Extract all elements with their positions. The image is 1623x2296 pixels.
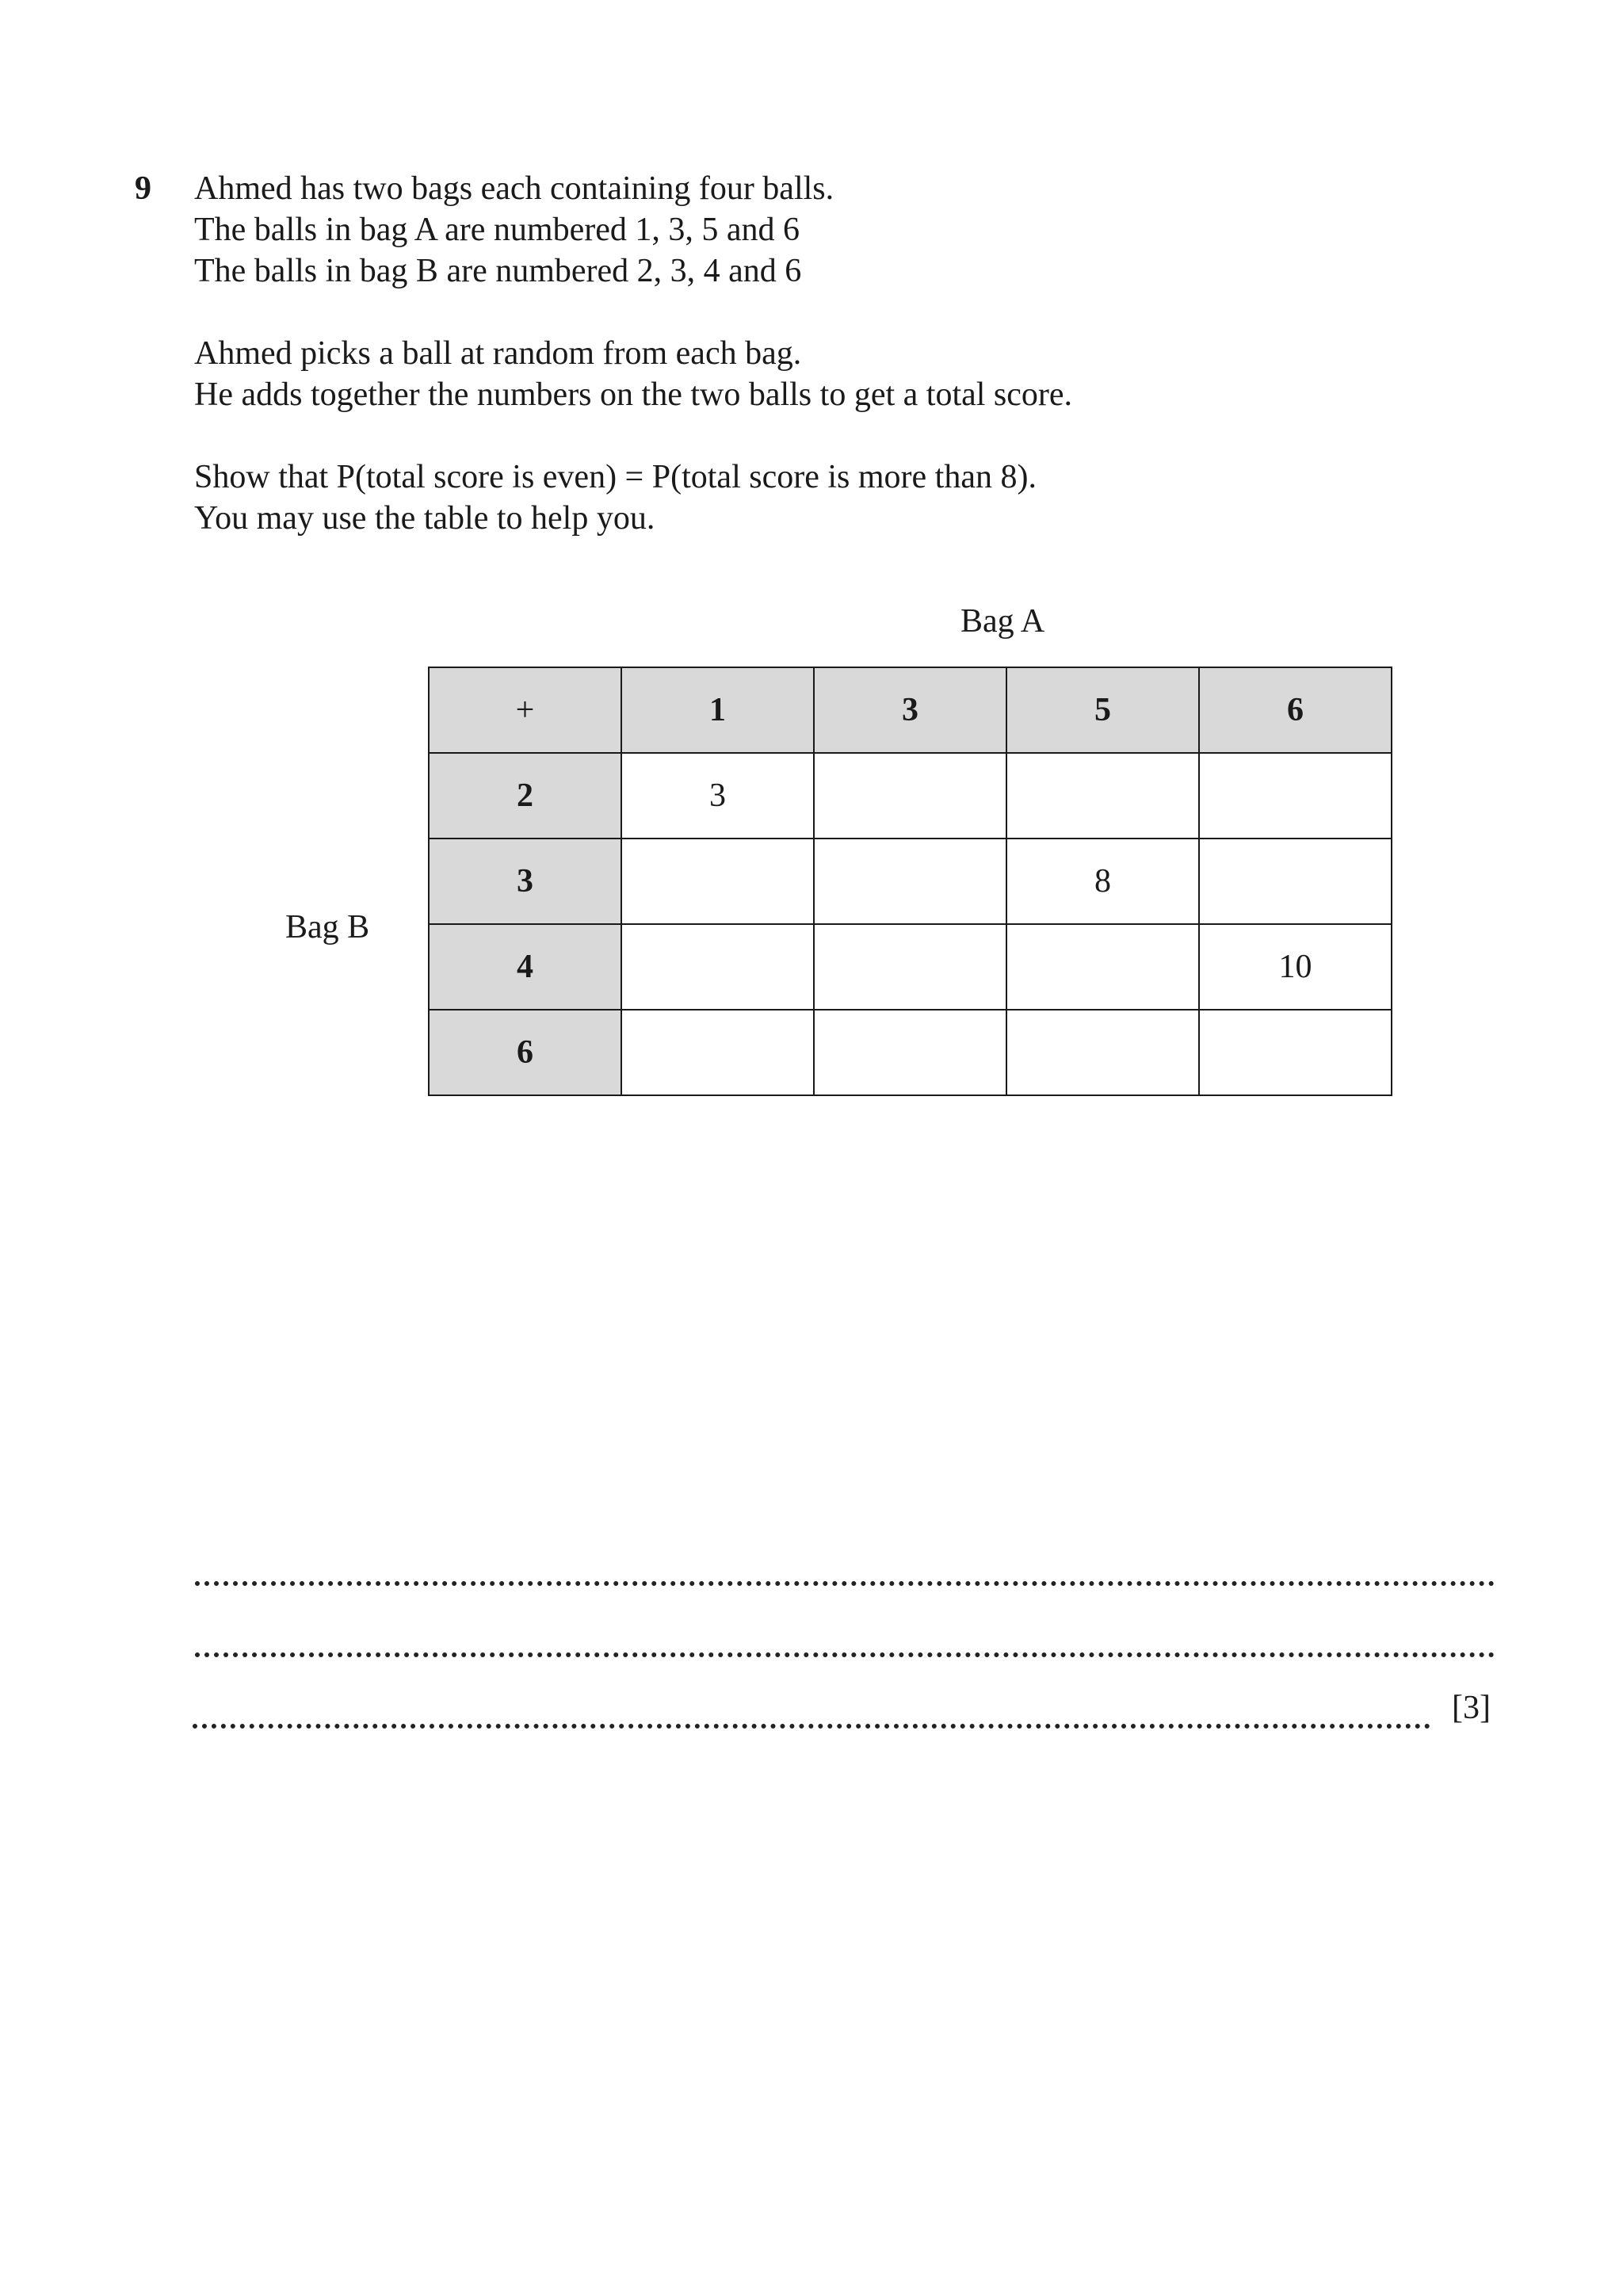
bag-b-header-cell: 4 [429, 924, 621, 1010]
bag-a-header-cell: 5 [1006, 667, 1199, 753]
question-paragraph-1 [194, 168, 834, 292]
question-line: Ahmed picks a ball at random from each bag. [194, 335, 802, 372]
table-cell[interactable] [1006, 753, 1199, 839]
table-row [429, 924, 1392, 1010]
table-cell[interactable] [621, 924, 814, 1010]
corner-cell: + [429, 667, 621, 753]
bag-a-header-cell: 6 [1199, 667, 1392, 753]
table-cell[interactable] [1006, 924, 1199, 1010]
bag-a-label: Bag A [960, 603, 1045, 640]
table-cell[interactable] [814, 1010, 1006, 1095]
table-cell[interactable]: 10 [1199, 924, 1392, 1010]
table-cell[interactable] [814, 924, 1006, 1010]
table-cell[interactable]: 3 [621, 753, 814, 839]
table-row [429, 753, 1392, 839]
question-paragraph-2 [194, 333, 1072, 415]
bag-b-label: Bag B [285, 909, 370, 946]
table-cell[interactable] [1199, 753, 1392, 839]
marks-label: [3] [1452, 1690, 1491, 1726]
table-cell[interactable] [814, 753, 1006, 839]
question-line: The balls in bag B are numbered 2, 3, 4 and 6 [194, 253, 802, 289]
answer-line[interactable] [195, 1652, 1495, 1657]
bag-b-header-cell: 6 [429, 1010, 621, 1095]
bag-b-header-cell: 2 [429, 753, 621, 839]
bag-a-header-cell: 1 [621, 667, 814, 753]
question-line: He adds together the numbers on the two balls to get a total score. [194, 376, 1073, 413]
table-row [429, 839, 1392, 924]
table-cell[interactable] [621, 839, 814, 924]
answer-line[interactable] [195, 1581, 1495, 1586]
table-cell[interactable] [1199, 839, 1392, 924]
table-cell[interactable]: 8 [1006, 839, 1199, 924]
bag-b-header-cell: 3 [429, 839, 621, 924]
question-paragraph-3 [194, 457, 1037, 539]
table-header-row [429, 667, 1392, 753]
table-cell[interactable] [621, 1010, 814, 1095]
table-cell[interactable] [814, 839, 1006, 924]
question-line: You may use the table to help you. [194, 500, 655, 537]
table-row [429, 1010, 1392, 1095]
sample-space-table [428, 667, 1392, 1096]
question-line: Show that P(total score is even) = P(total score is more than 8). [194, 459, 1037, 495]
question-number: 9 [135, 170, 151, 207]
question-line: The balls in bag A are numbered 1, 3, 5 and 6 [194, 212, 800, 248]
bag-a-header-cell: 3 [814, 667, 1006, 753]
table-cell[interactable] [1199, 1010, 1392, 1095]
answer-line[interactable] [193, 1724, 1430, 1729]
table-cell[interactable] [1006, 1010, 1199, 1095]
question-line: Ahmed has two bags each containing four balls. [194, 170, 834, 207]
